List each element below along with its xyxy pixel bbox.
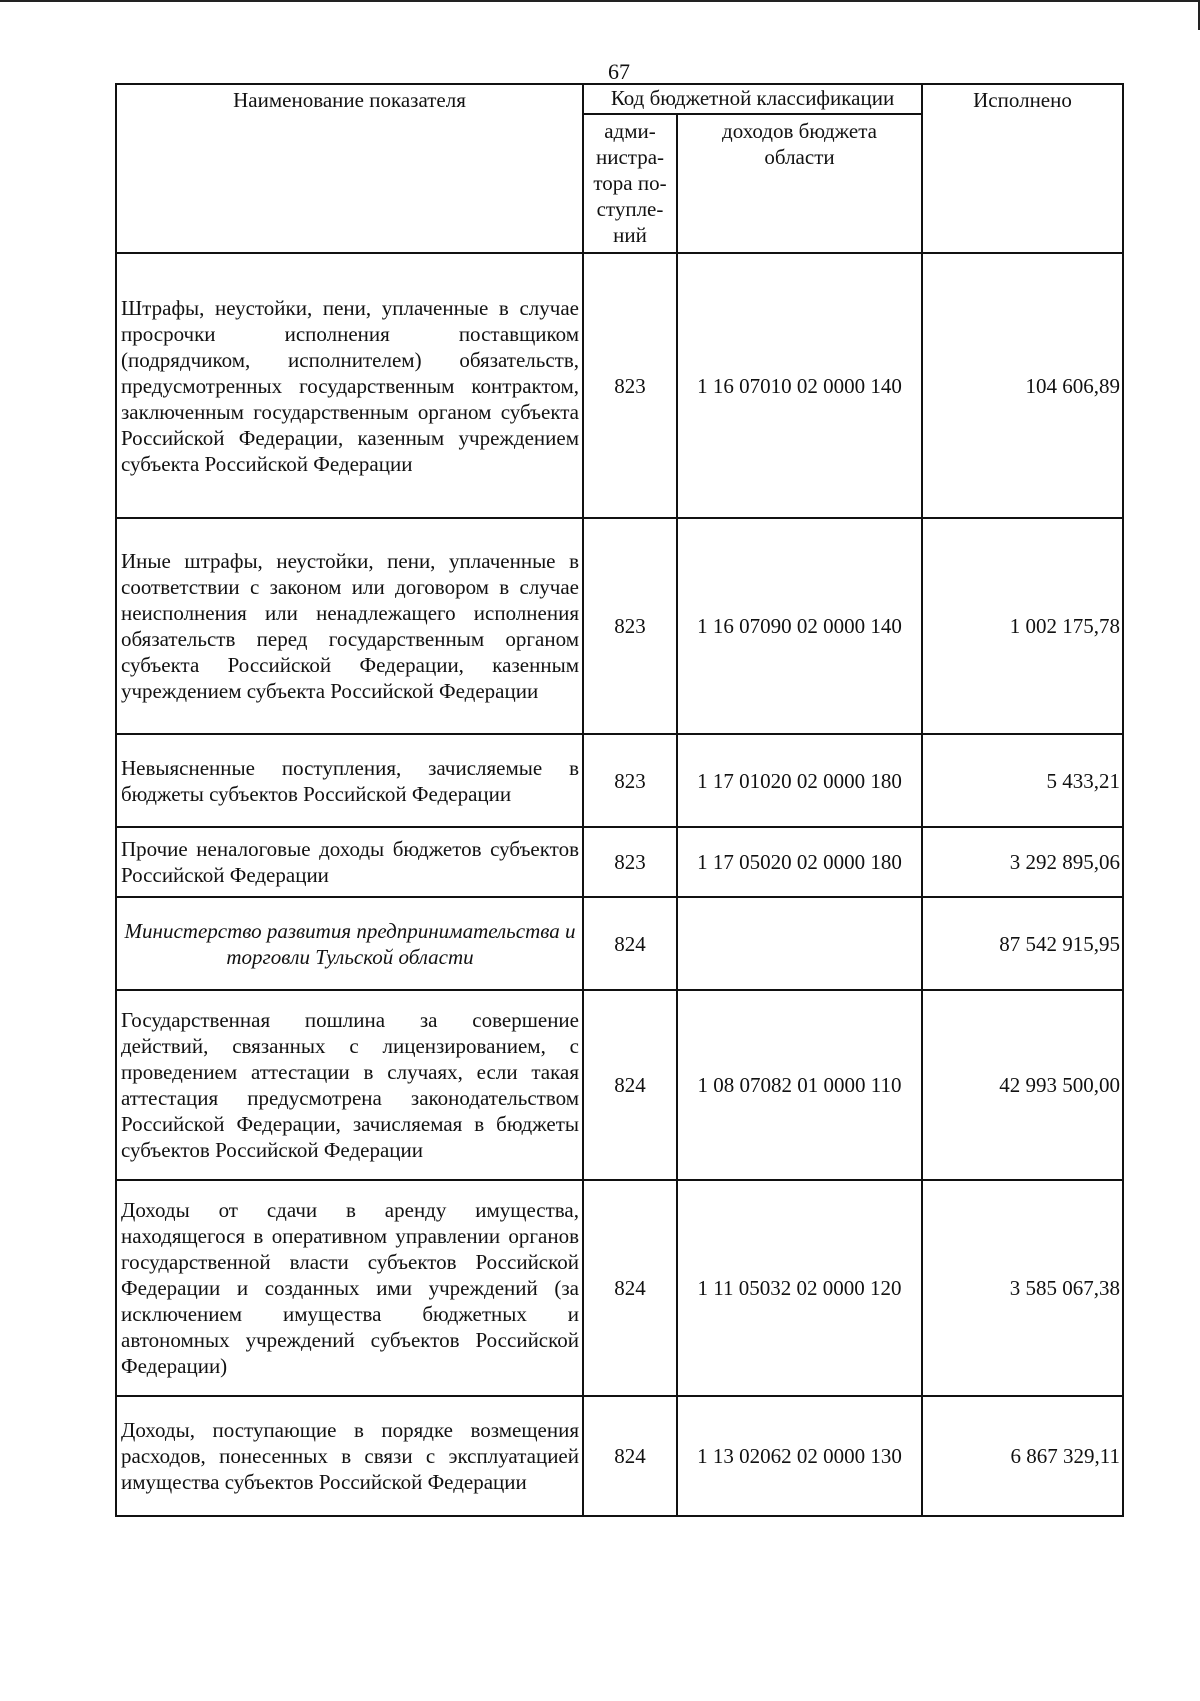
- row-amount: 87 542 915,95: [922, 897, 1123, 990]
- header-row-1: [116, 84, 1123, 114]
- row-name: Штрафы, неустойки, пени, уплаченные в случае просрочки исполнения поставщиком (подрядчиком, исполнителем) обязательств, предусмотренных государственным контрактом, заключенным государственным органом субъекта Российской Федерации, казенным учреждением субъекта Российской Федерации: [116, 253, 583, 518]
- row-admin-code: 824: [583, 1180, 677, 1396]
- row-admin-code: 824: [583, 897, 677, 990]
- row-name: Доходы от сдачи в аренду имущества, находящегося в оперативном управлении органов государственной власти субъектов Российской Федерации и созданных ими учреждений (за исключением имущества бюджетных и автономных учреждений субъектов Российской Федерации): [116, 1180, 583, 1396]
- budget-table: [115, 83, 1124, 1517]
- header-name: Наименование показателя: [116, 84, 583, 253]
- table-row: [116, 1396, 1123, 1516]
- row-amount: 104 606,89: [922, 253, 1123, 518]
- row-budget-code: 1 08 07082 01 0000 110: [677, 990, 922, 1180]
- table-row: [116, 253, 1123, 518]
- row-amount: 42 993 500,00: [922, 990, 1123, 1180]
- row-budget-code: 1 17 01020 02 0000 180: [677, 734, 922, 827]
- table-row: [116, 1180, 1123, 1396]
- row-budget-code: 1 16 07090 02 0000 140: [677, 518, 922, 734]
- header-income: доходов бюджета области: [677, 114, 922, 253]
- row-budget-code: [677, 897, 922, 990]
- header-admin: адми- нистра- тора по- ступле- ний: [583, 114, 677, 253]
- row-amount: 1 002 175,78: [922, 518, 1123, 734]
- table-row-ministry: [116, 897, 1123, 990]
- row-name: Государственная пошлина за совершение действий, связанных с лицензированием, с проведением аттестации в случаях, если такая аттестация предусмотрена законодательством Российской Федерации, зачисляемая в бюджеты субъектов Российской Федерации: [116, 990, 583, 1180]
- header-code-group: Код бюджетной классификации: [583, 84, 922, 114]
- row-amount: 6 867 329,11: [922, 1396, 1123, 1516]
- table-row: [116, 990, 1123, 1180]
- row-budget-code: 1 17 05020 02 0000 180: [677, 827, 922, 897]
- row-name: Невыясненные поступления, зачисляемые в бюджеты субъектов Российской Федерации: [116, 734, 583, 827]
- page-number: 67: [608, 59, 630, 84]
- row-admin-code: 823: [583, 518, 677, 734]
- row-admin-code: 824: [583, 1396, 677, 1516]
- row-budget-code: 1 16 07010 02 0000 140: [677, 253, 922, 518]
- row-budget-code: 1 13 02062 02 0000 130: [677, 1396, 922, 1516]
- row-name: Прочие неналоговые доходы бюджетов субъектов Российской Федерации: [116, 827, 583, 897]
- row-admin-code: 823: [583, 734, 677, 827]
- row-amount: 3 292 895,06: [922, 827, 1123, 897]
- row-admin-code: 823: [583, 827, 677, 897]
- row-amount: 3 585 067,38: [922, 1180, 1123, 1396]
- scan-edge-top: [0, 0, 1200, 2]
- row-name: Иные штрафы, неустойки, пени, уплаченные в соответствии с законом или договором в случае неисполнения или ненадлежащего исполнения обязательств перед государственным органом субъекта Российской Федерации, казенным учреждением субъекта Российской Федерации: [116, 518, 583, 734]
- table-row: [116, 827, 1123, 897]
- ministry-name: Министерство развития предпринимательства и торговли Тульской области: [116, 897, 583, 990]
- table-row: [116, 518, 1123, 734]
- row-name: Доходы, поступающие в порядке возмещения расходов, понесенных в связи с эксплуатацией имущества субъектов Российской Федерации: [116, 1396, 583, 1516]
- row-admin-code: 824: [583, 990, 677, 1180]
- row-admin-code: 823: [583, 253, 677, 518]
- header-executed: Исполнено: [922, 84, 1123, 253]
- row-amount: 5 433,21: [922, 734, 1123, 827]
- table-row: [116, 734, 1123, 827]
- row-budget-code: 1 11 05032 02 0000 120: [677, 1180, 922, 1396]
